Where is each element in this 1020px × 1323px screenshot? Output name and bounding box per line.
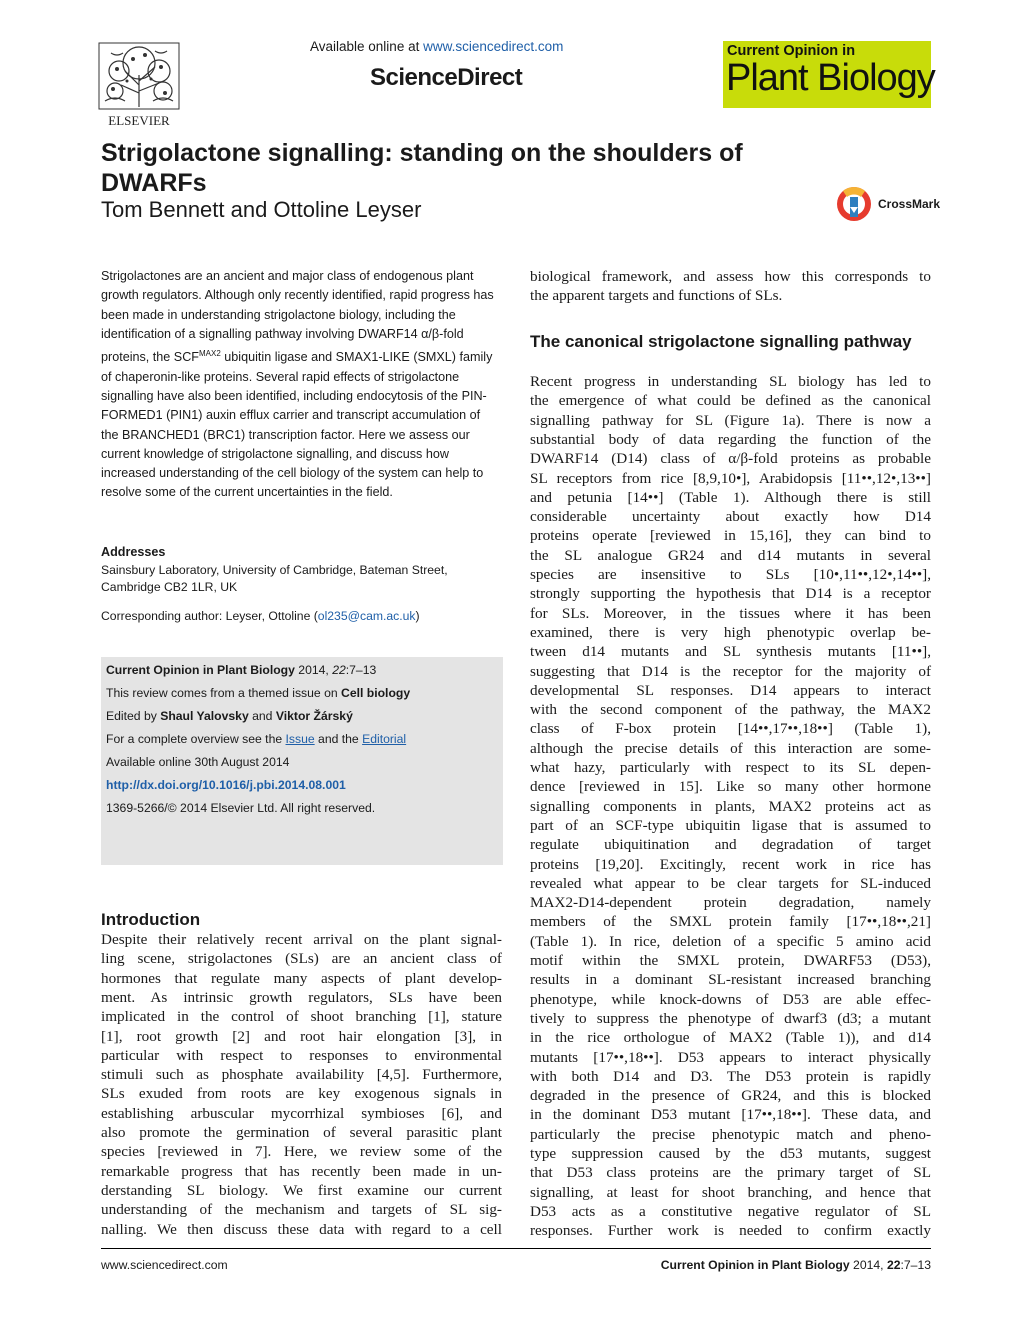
edited-prefix: Edited by (106, 709, 161, 723)
available-prefix: Available online at (310, 39, 420, 54)
text-line: motif within the SMXL protein, DWARF53 (D53), (530, 952, 931, 969)
editorial-link[interactable]: Editorial (362, 732, 407, 746)
text-line: class of F-box protein [14••,17••,18••] (Table 1), (530, 720, 931, 738)
text-line: revealed what appear to be clear targets for SL-induced (530, 874, 931, 892)
copyright: 1369-5266/© 2014 Elsevier Ltd. All right reserved. (106, 801, 376, 815)
text-line: D53 acts as a constitutive negative regulator of SL (530, 1202, 931, 1220)
abstract (101, 267, 495, 503)
issue-link[interactable]: Issue (285, 732, 315, 746)
available-online (310, 39, 563, 54)
corresponding-prefix: Corresponding author: Leyser, Ottoline ( (101, 609, 318, 623)
citation-volume: 22 (332, 663, 346, 677)
text-line: Recent progress in understanding SL biology has led to (530, 373, 931, 390)
text-line: also promote the germination of several parasitic plant (101, 1124, 502, 1141)
citation-line (106, 663, 376, 677)
article-title: Strigolactone signalling: standing on the shoulders of DWARFs (101, 139, 743, 197)
text-line: although the precise details of this interaction are some- (530, 739, 931, 757)
text-line: ling scene, strigolactones (SLs) are an ancient class of (101, 950, 502, 968)
doi-anchor[interactable]: http://dx.doi.org/10.1016/j.pbi.2014.08.001 (106, 778, 346, 792)
crossmark-badge[interactable] (835, 185, 941, 223)
text-line: strongly supporting the hypothesis that D14 is a receptor (530, 585, 931, 603)
text-line: the SL analogue GR24 and d14 mutants in several (530, 546, 931, 564)
text-line: understanding of the mechanism and targets of SL sig- (101, 1201, 502, 1219)
text-line: considerable uncertainty about exactly how D14 (530, 508, 931, 526)
corresponding-author (101, 609, 420, 623)
text-line: SL receptors from rice [8,9,10•], Arabidopsis [11••,12•,13••] (530, 469, 931, 487)
text-line: phenotype, while knock-downs of D53 are able effec- (530, 990, 931, 1008)
text-line: regulate ubiquitination and degradation of target (530, 836, 931, 854)
text-line: tween d14 mutants and SL synthesis mutants [11••], (530, 643, 931, 661)
journal-logo-big: Plant Biology (726, 57, 935, 99)
text-line: nalling. We then discuss these data with regard to a cell (101, 1220, 502, 1238)
text-line: dence [reviewed in 15]. Like so many other hormone (530, 778, 931, 796)
themed-issue-prefix: This review comes from a themed issue on (106, 686, 342, 700)
footer-website[interactable]: www.sciencedirect.com (101, 1258, 228, 1272)
text-line: type suppression caused by the d53 mutants, suggest (530, 1145, 931, 1162)
text-line: the apparent targets and functions of SLs. (530, 287, 783, 305)
crossmark-icon (835, 185, 875, 223)
elsevier-tree-icon (97, 41, 183, 129)
overview-and: and the (314, 732, 363, 746)
text-line: the emergence of what could be defined as the canonical (530, 392, 931, 410)
text-line: signalling pathway for SL (Figure 1a). There is now a (530, 411, 931, 429)
text-line: [1], root growth [2] and root hair elongation [3], in (101, 1027, 502, 1045)
editor-1: Shaul Yalovsky (160, 709, 249, 723)
citation-year: 2014, (294, 663, 333, 677)
text-line: what hazy, particularly with respect to its SL depen- (530, 759, 931, 776)
footer-volume: 22 (886, 1258, 901, 1272)
abstract-part1: Strigolactones are an ancient and major class of endogenous plant growth regulators. Although only recently identified, rapid progress has been made in understanding strigolactone biology, including the identification of a signalling pathway involving DWARF14 α/β-fold proteins, the SCF (101, 269, 494, 365)
text-line: substantial body of data regarding the function of the (530, 430, 931, 448)
text-line: degraded in the presence of GR24, and this is blocked (530, 1087, 931, 1105)
canonical-pathway-heading: The canonical strigolactone signalling pathway (530, 332, 912, 351)
text-line: members of the SMXL protein family [17••,18••,21] (530, 913, 931, 931)
text-line: MAX2-D14-dependent protein degradation, namely (530, 894, 931, 912)
text-line: proteins [19,20]. Excitingly, recent work in rice has (530, 855, 931, 873)
overview-line (106, 732, 406, 746)
text-line: remarkable progress that has recently been made in un- (101, 1162, 502, 1180)
text-line: tively to suppress the phenotype of dwarf3 (d3; a mutant (530, 1009, 931, 1027)
text-line: part of an SCF-type ubiquitin ligase that is assumed to (530, 816, 931, 834)
elsevier-logo (97, 41, 183, 129)
text-line: signalling, at least for shoot branching, and hence that (530, 1183, 931, 1201)
text-line: biological framework, and assess how this corresponds to (530, 268, 931, 285)
text-line: in the dominant D53 mutant [17••,18••]. These data, and (530, 1106, 931, 1124)
text-line: establishing arbuscular mycorrhizal symbioses [6], and (101, 1104, 502, 1122)
corresponding-suffix: ) (415, 609, 420, 623)
text-line: stimuli such as phosphate availability [4,5]. Furthermore, (101, 1066, 502, 1084)
text-line: SLs exuded from roots are key exogenous signals in (101, 1085, 502, 1103)
text-line: particular with respect to responses to environmental (101, 1046, 502, 1064)
text-line: signalling components in plants, MAX2 proteins act as (530, 797, 931, 815)
sciencedirect-brand: ScienceDirect (370, 64, 523, 91)
publisher-wordmark: ELSEVIER (108, 113, 170, 128)
text-line: with the second component of the pathway, the MAX2 (530, 701, 931, 719)
themed-issue-line (106, 686, 410, 700)
footer-year: 2014, (849, 1258, 887, 1272)
text-line: ment. As intrinsic growth regulators, SLs have been (101, 988, 502, 1006)
editors-line (106, 709, 353, 723)
text-line: suggesting that D14 is the receptor for the majority of (530, 662, 931, 680)
themed-issue-name: Cell biology (341, 686, 411, 700)
abstract-sup: MAX2 (199, 349, 221, 359)
footer-rule (101, 1248, 931, 1249)
doi-link[interactable] (106, 778, 346, 792)
journal-logo-small: Current Opinion in (727, 43, 856, 59)
text-line: that D53 class proteins are the primary target of SL (530, 1164, 931, 1182)
text-line: developmental SL responses. D14 appears to interact (530, 681, 931, 699)
footer-citation (661, 1258, 931, 1272)
addresses-heading: Addresses (101, 545, 166, 559)
editors-and: and (248, 709, 276, 723)
text-line: species [reviewed in 7]. Here, we review some of the (101, 1143, 502, 1161)
text-line: responses. Further work is needed to confirm exactly (530, 1222, 931, 1240)
crossmark-label: CrossMark (878, 197, 941, 211)
text-line: mutants [17••,18••]. D53 appears to interact physically (530, 1048, 931, 1066)
sciencedirect-link[interactable]: www.sciencedirect.com (423, 39, 564, 54)
introduction-heading: Introduction (101, 910, 201, 929)
editor-2: Viktor Žárský (275, 709, 353, 723)
text-line: results in a dominant SL-resistant increased branching (530, 971, 931, 989)
text-line: for SLs. Moreover, in the tissues where it has been (530, 604, 931, 622)
text-line: implicated in the control of shoot branching [1], stature (101, 1008, 502, 1026)
text-line: in the rice orthologue of MAX2 (Table 1)), and d14 (530, 1029, 931, 1047)
addresses-text: Sainsbury Laboratory, University of Cambridge, Bateman Street, Cambridge CB2 1LR, UK (101, 563, 448, 594)
text-line: hormones that regulate many aspects of plant develop- (101, 969, 502, 987)
text-line: proteins operate [reviewed in 15,16], they can bind to (530, 527, 931, 545)
text-line: DWARF14 (D14) class of α/β-fold proteins as probable (530, 450, 931, 468)
text-line: (Table 1). In rice, deletion of a specific 5 amino acid (530, 932, 931, 950)
text-line: particularly the precise phenotypic match and pheno- (530, 1125, 931, 1143)
article-authors: Tom Bennett and Ottoline Leyser (101, 197, 422, 222)
text-line: species are insensitive to SLs [10•,11••,12•,14••], (530, 566, 931, 583)
citation-journal: Current Opinion in Plant Biology (106, 663, 295, 677)
article-info-box (101, 657, 503, 865)
author-email-link[interactable]: ol235@cam.ac.uk (317, 609, 416, 623)
journal-logo (723, 41, 935, 108)
abstract-part2: ubiquitin ligase and SMAX1-LIKE (SMXL) family of chaperonin-like proteins. Several rapid effects of strigolactone signalling have also been identified, including endocytosis of the PIN-FORMED1 (PIN1) auxin efflux carrier and transcript accumulation of the BRANCHED1 (BRC1) transcription factor. Here we assess our current knowledge of strigolactone signalling, and discuss how increased understanding of the cell biology of the system can help to resolve some of the current uncertainties in the field. (101, 350, 493, 500)
text-line: examined, there is very high phenotypic overlap be- (530, 623, 931, 641)
text-line: Despite their relatively recent arrival on the plant signal- (101, 931, 502, 948)
footer-pages: :7–13 (900, 1258, 931, 1272)
available-date: Available online 30th August 2014 (106, 755, 290, 769)
text-line: and petunia [14••] (Table 1). Although there is still (530, 488, 931, 506)
text-line: with both D14 and D3. The D53 protein is rapidly (530, 1067, 931, 1085)
citation-pages: :7–13 (345, 663, 377, 677)
footer-journal: Current Opinion in Plant Biology (660, 1258, 850, 1272)
overview-prefix: For a complete overview see the (106, 732, 286, 746)
text-line: derstanding SL biology. We first examine our current (101, 1181, 502, 1199)
